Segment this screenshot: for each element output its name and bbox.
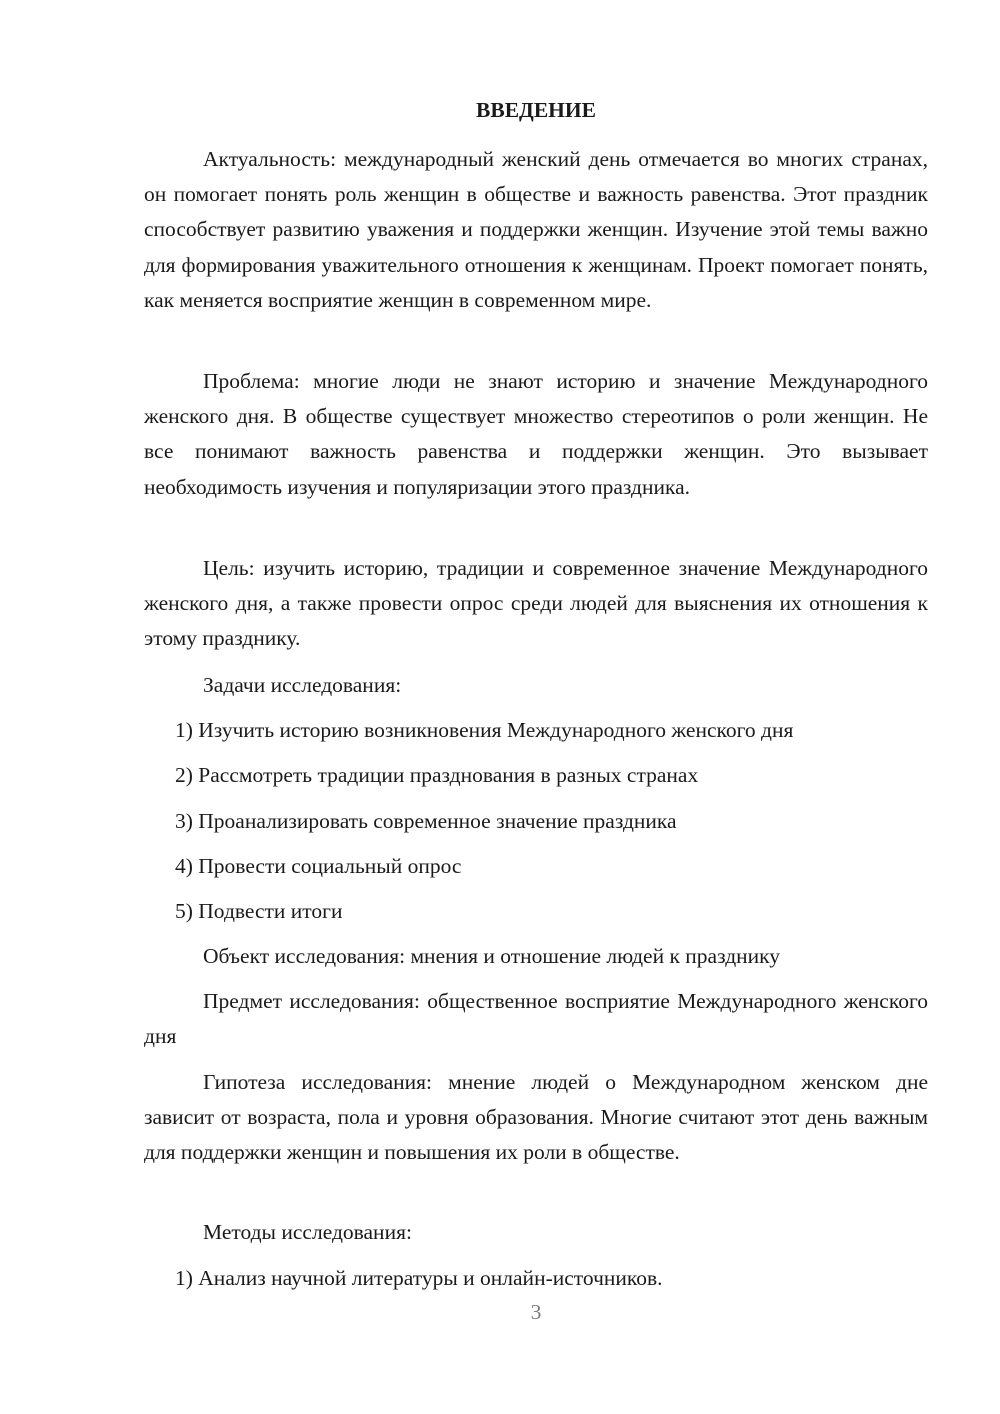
task-item: 1) Изучить историю возникновения Международного женского дня	[175, 718, 794, 742]
methods-title: Методы исследования:	[203, 1220, 412, 1244]
tasks-title: Задачи исследования:	[203, 673, 402, 697]
page-number: 3	[530, 1300, 542, 1324]
task-item: 4) Провести социальный опрос	[175, 854, 462, 878]
paragraph-problem: Проблема: многие люди не знают историю и значение Международного женского дня. В обществе существует множество стереотипов о роли женщин. Не все понимают важность равенства и поддержки женщин. Это вызывает необходимость изучения и популяризации этого праздника.	[144, 369, 928, 499]
task-item: 5) Подвести итоги	[175, 899, 343, 923]
paragraph-relevance: Актуальность: международный женский день отмечается во многих странах, он помогает понять роль женщин в обществе и важность равенства. Этот праздник способствует развитию уважения и поддержки женщин. Изучение этой темы важно для формирования уважительного отношения к женщинам. Проект помогает понять, как меняется восприятие женщин в современном мире.	[144, 147, 928, 312]
research-subject: Предмет исследования: общественное восприятие Международного женского дня	[144, 989, 928, 1049]
section-heading: ВВЕДЕНИЕ	[476, 98, 596, 122]
task-item: 3) Проанализировать современное значение праздника	[175, 809, 677, 833]
method-item: 1) Анализ научной литературы и онлайн-источников.	[175, 1266, 663, 1290]
paragraph-goal: Цель: изучить историю, традиции и современное значение Международного женского дня, а также провести опрос среди людей для выяснения их отношения к этому празднику.	[144, 556, 928, 651]
task-item: 2) Рассмотреть традиции празднования в разных странах	[175, 763, 699, 787]
research-object: Объект исследования: мнения и отношение людей к празднику	[203, 944, 781, 968]
research-hypothesis: Гипотеза исследования: мнение людей о Международном женском дне зависит от возраста, пола и уровня образования. Многие считают этот день важным для поддержки женщин и повышения их роли в обществе.	[144, 1070, 928, 1165]
